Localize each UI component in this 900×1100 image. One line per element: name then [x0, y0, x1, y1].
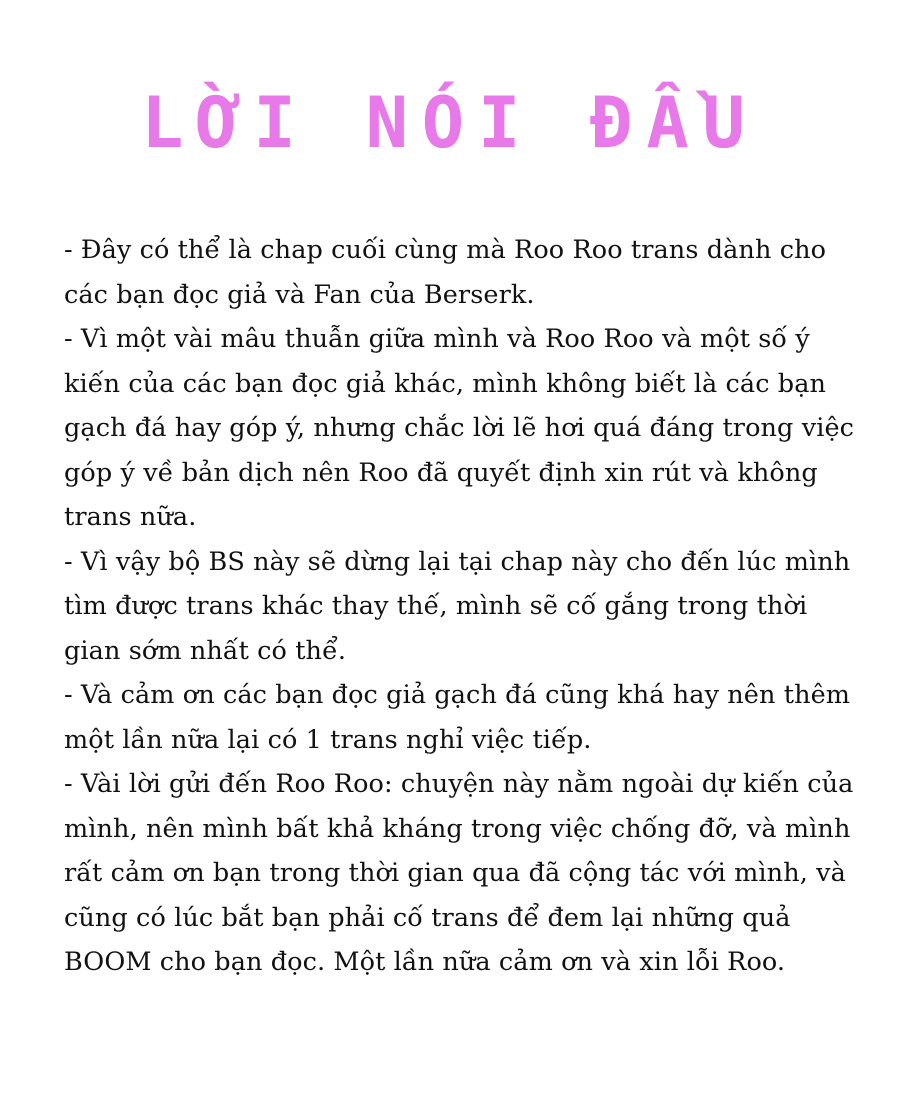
paragraph-4: - Và cảm ơn các bạn đọc giả gạch đá cũng khá hay nên thêm một lần nữa lại có 1 trans nghỉ việc tiếp. — [64, 680, 851, 755]
page-title — [0, 78, 900, 168]
preface-body — [64, 228, 864, 985]
paragraph-1: - Đây có thể là chap cuối cùng mà Roo Roo trans dành cho các bạn đọc giả và Fan của Berserk. — [64, 235, 827, 310]
paragraph-2: - Vì một vài mâu thuẫn giữa mình và Roo Roo và một số ý kiến của các bạn đọc giả khác, mình không biết là các bạn gạch đá hay góp ý, nhưng chắc lời lẽ hơi quá đáng trong việc góp ý về bản dịch nên Roo đã quyết định xin rút và không trans nữa. — [64, 324, 855, 532]
page-title-text: LỜI NÓI ĐẦU — [141, 78, 759, 168]
paragraph-3: - Vì vậy bộ BS này sẽ dừng lại tại chap này cho đến lúc mình tìm được trans khác thay thế, mình sẽ cố gắng trong thời gian sớm nhất có thể. — [64, 546, 851, 666]
paragraph-5: - Vài lời gửi đến Roo Roo: chuyện này nằm ngoài dự kiến của mình, nên mình bất khả kháng trong việc chống đỡ, và mình rất cảm ơn bạn trong thời gian qua đã cộng tác với mình, và cũng có lúc bắt bạn phải cố trans để đem lại những quả BOOM cho bạn đọc. Một lần nữa cảm ơn và xin lỗi Roo. — [64, 769, 854, 977]
